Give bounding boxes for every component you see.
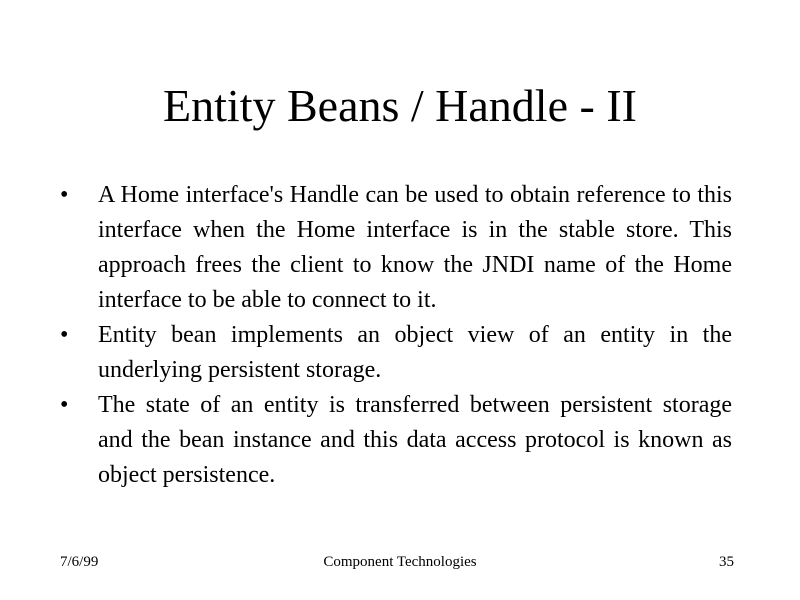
bullet-item: [60, 318, 732, 388]
footer-title: Component Technologies: [323, 554, 477, 570]
page-number: 35: [719, 554, 734, 570]
bullet-dot-icon: •: [60, 182, 69, 208]
bullet-item: [60, 178, 732, 318]
footer-date: 7/6/99: [60, 554, 99, 570]
bullet-list: [60, 178, 732, 493]
bullet-text: The state of an entity is transferred between persistent storage and the bean instance and this data access protocol is known as object persistence.: [98, 392, 732, 488]
bullet-dot-icon: •: [60, 322, 69, 348]
bullet-text: Entity bean implements an object view of an entity in the underlying persistent storage.: [98, 322, 732, 383]
slide-title: Entity Beans / Handle - II: [163, 80, 637, 131]
bullet-dot-icon: •: [60, 392, 69, 418]
bullet-item: [60, 388, 732, 493]
bullet-text: A Home interface's Handle can be used to obtain reference to this interface when the Home interface is in the stable store. This approach frees the client to know the JNDI name of the Home interface to be able to connect to it.: [98, 182, 732, 313]
